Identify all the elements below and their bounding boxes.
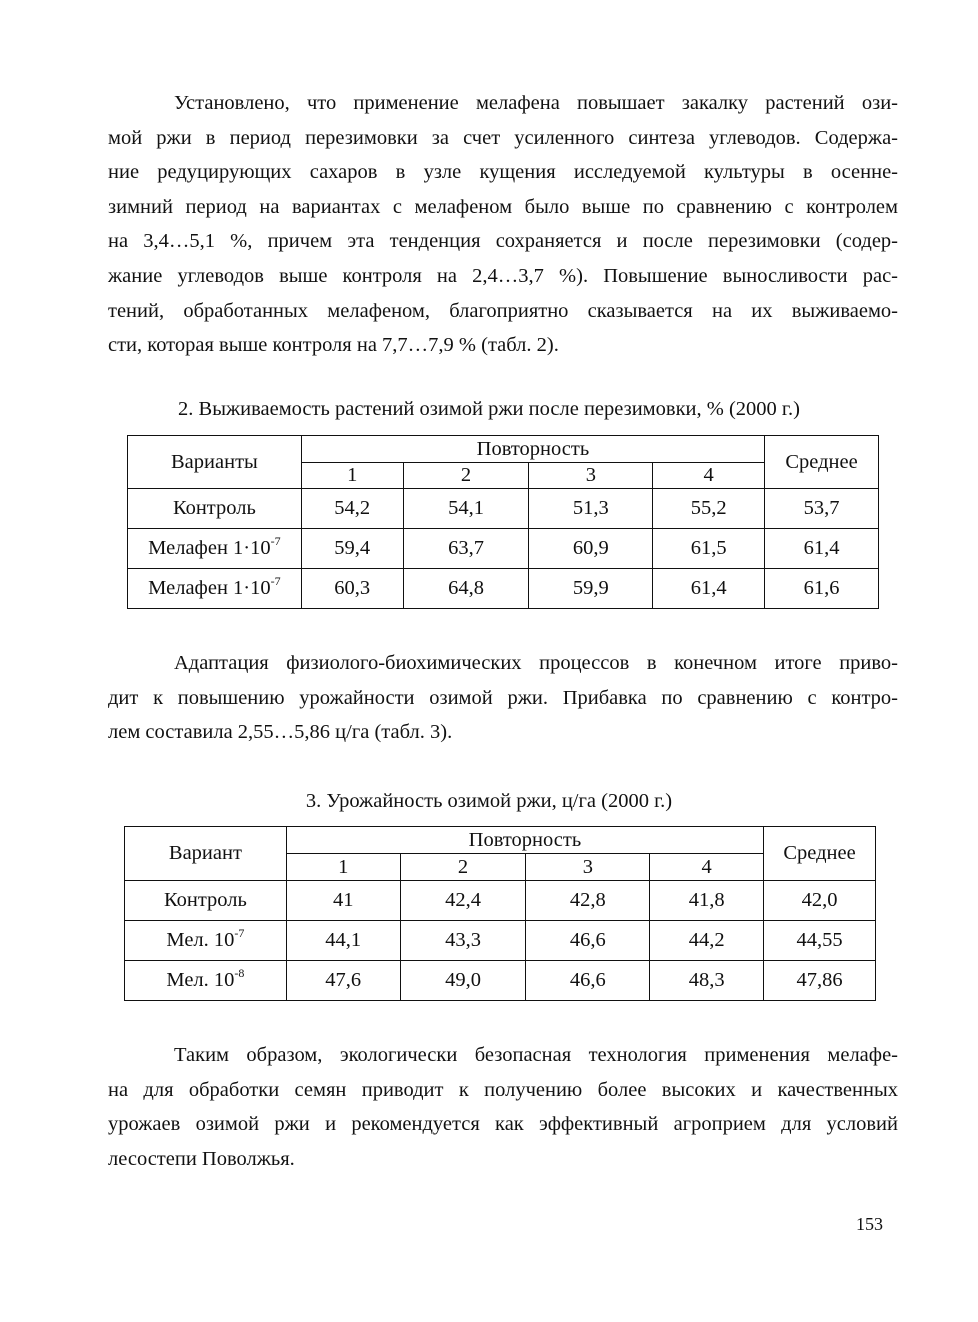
table-row (125, 961, 876, 1001)
cell-mean: 47,86 (764, 961, 876, 1001)
text-line: на для обработки семян приводит к получению более высоких и качественных (108, 1078, 898, 1101)
table-row (125, 881, 876, 921)
text-line: зимний период на вариантах с мелафеном было выше по сравнению с контролем (108, 195, 898, 218)
cell: 43,3 (400, 921, 526, 961)
table3-repeat-1: 1 (286, 854, 400, 881)
cell: 63,7 (403, 529, 529, 569)
table-row (128, 529, 879, 569)
paragraph-carbohydrates (108, 86, 898, 363)
row-name: Мел. $10^{-8}$ (125, 961, 287, 1001)
table3-repeat-3: 3 (526, 854, 650, 881)
cell: 64,8 (403, 569, 529, 609)
row-name: Контроль (125, 881, 287, 921)
table2-caption: 2. Выживаемость растений озимой ржи после перезимовки, % (2000 г.) (178, 398, 800, 420)
table2-header-repeat: Повторность (301, 436, 764, 463)
row-name: Мел. $10^{-7}$ (125, 921, 287, 961)
table2-header-variant: Варианты (128, 436, 302, 489)
text-line: тений, обработанных мелафеном, благоприятно сказывается на их выживаемо- (108, 299, 898, 322)
text-line: лесостепи Поволжья. (108, 1147, 295, 1170)
table2-repeat-4: 4 (653, 463, 765, 489)
cell: 54,1 (403, 489, 529, 529)
page-number: 153 (856, 1214, 883, 1234)
table-row (125, 921, 876, 961)
text-line: ние редуцирующих сахаров в узле кущения исследуемой культуры в осенне- (108, 161, 898, 184)
text-line: Адаптация физиолого-биохимических процессов в конечном итоге приво- (174, 652, 898, 674)
cell: 51,3 (529, 489, 653, 529)
text-line: мой ржи в период перезимовки за счет усиленного синтеза углеводов. Содержа- (108, 126, 898, 149)
text-line: на 3,4…5,1 %, причем эта тенденция сохраняется и после перезимовки (содер- (108, 230, 898, 253)
cell-mean: 61,4 (765, 529, 879, 569)
table3-header-repeat: Повторность (286, 827, 763, 854)
cell: 46,6 (526, 961, 650, 1001)
text-line: Таким образом, экологически безопасная технология применения мелафе- (174, 1044, 898, 1066)
paragraph-adaptation (108, 646, 898, 750)
cell: 48,3 (650, 961, 764, 1001)
cell-mean: 61,6 (765, 569, 879, 609)
text-line: жание углеводов выше контроля на 2,4…3,7 %). Повышение выносливости рас- (108, 264, 898, 287)
cell: 42,4 (400, 881, 526, 921)
cell: 41 (286, 881, 400, 921)
paragraph-conclusion (108, 1038, 898, 1176)
cell: 61,4 (653, 569, 765, 609)
table-row (128, 489, 879, 529)
cell: 44,2 (650, 921, 764, 961)
table2-repeat-3: 3 (529, 463, 653, 489)
table2-repeat-1: 1 (301, 463, 403, 489)
cell: 54,2 (301, 489, 403, 529)
cell: 49,0 (400, 961, 526, 1001)
cell-mean: 44,55 (764, 921, 876, 961)
cell: 47,6 (286, 961, 400, 1001)
text-line: сти, которая выше контроля на 7,7…7,9 % (табл. 2). (108, 334, 559, 357)
table2-repeat-2: 2 (403, 463, 529, 489)
table3-header-mean: Среднее (764, 827, 876, 881)
cell: 59,9 (529, 569, 653, 609)
cell: 60,3 (301, 569, 403, 609)
table2-header-mean: Среднее (765, 436, 879, 489)
table-row (128, 569, 879, 609)
table3-header-variant: Вариант (125, 827, 287, 881)
text-line: урожаев озимой ржи и рекомендуется как эффективный агроприем для условий (108, 1113, 898, 1136)
cell: 60,9 (529, 529, 653, 569)
table3-caption: 3. Урожайность озимой ржи, ц/га (2000 г.) (305, 790, 673, 812)
row-name: Мелафен $1\cdot 10^{-7}$ (128, 569, 302, 609)
table3-yield (124, 826, 876, 1001)
row-name: Контроль (128, 489, 302, 529)
text-line: лем составила 2,55…5,86 ц/га (табл. 3). (108, 721, 453, 744)
table3-repeat-4: 4 (650, 854, 764, 881)
cell: 55,2 (653, 489, 765, 529)
cell: 41,8 (650, 881, 764, 921)
text-line: Установлено, что применение мелафена повышает закалку растений ози- (174, 92, 898, 114)
cell: 42,8 (526, 881, 650, 921)
text-line: дит к повышению урожайности озимой ржи. Прибавка по сравнению с контро- (108, 686, 898, 709)
cell-mean: 42,0 (764, 881, 876, 921)
cell-mean: 53,7 (765, 489, 879, 529)
table3-repeat-2: 2 (400, 854, 526, 881)
table2-survival (127, 435, 879, 609)
row-name: Мелафен $1\cdot 10^{-7}$ (128, 529, 302, 569)
cell: 59,4 (301, 529, 403, 569)
cell: 44,1 (286, 921, 400, 961)
cell: 46,6 (526, 921, 650, 961)
cell: 61,5 (653, 529, 765, 569)
